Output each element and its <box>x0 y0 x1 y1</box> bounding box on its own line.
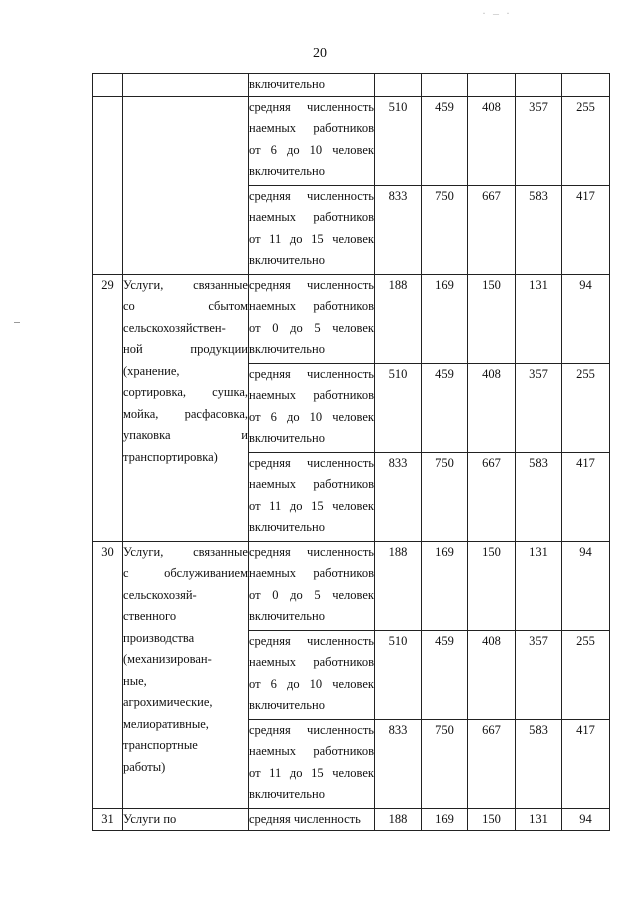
employee-band-text-line: от 0 до 5 человек <box>249 320 374 335</box>
value-cell: 583 <box>516 719 562 808</box>
value-cell: 583 <box>516 452 562 541</box>
value-cell: 417 <box>562 185 610 274</box>
service-type-cell <box>123 541 249 808</box>
value-cell <box>468 74 516 97</box>
employee-band-text-line: от 11 до 15 человек <box>249 498 374 513</box>
service-type-cell <box>123 808 249 831</box>
table-row <box>93 96 610 185</box>
value-cell <box>516 74 562 97</box>
value-cell: 750 <box>422 185 468 274</box>
employee-band-text-line: включительно <box>249 77 325 91</box>
employee-band-text-line: включительно <box>249 520 325 534</box>
employee-band-cell <box>249 74 375 97</box>
employee-band-cell <box>249 719 375 808</box>
value-cell: 255 <box>562 630 610 719</box>
value-cell: 94 <box>562 274 610 363</box>
employee-band-text-line: средняя численность <box>249 544 374 559</box>
value-cell <box>375 74 422 97</box>
value-cell: 169 <box>422 541 468 630</box>
value-cell: 417 <box>562 452 610 541</box>
table-row <box>93 74 610 97</box>
employee-band-text-line: включительно <box>249 253 325 267</box>
service-text-line: мойка, расфасовка, <box>123 406 248 421</box>
value-cell: 510 <box>375 363 422 452</box>
service-text-line: сортировка, сушка, <box>123 385 248 399</box>
employee-band-text-line: включительно <box>249 698 325 712</box>
service-text-line: ственного <box>123 609 177 623</box>
value-cell: 188 <box>375 808 422 831</box>
table-row <box>93 808 610 831</box>
service-text-line: транспортные <box>123 738 198 752</box>
employee-band-cell <box>249 452 375 541</box>
employee-band-cell <box>249 630 375 719</box>
employee-band-text-line: средняя численность <box>249 633 374 648</box>
value-cell: 255 <box>562 96 610 185</box>
table-row <box>93 541 610 630</box>
employee-band-text-line: средняя численность <box>249 455 374 470</box>
employee-band-text-line: от 0 до 5 человек <box>249 587 374 602</box>
employee-band-text-line: средняя численность <box>249 99 374 114</box>
employee-band-text-line: включительно <box>249 787 325 801</box>
value-cell: 833 <box>375 719 422 808</box>
value-cell: 750 <box>422 452 468 541</box>
employee-band-text-line: включительно <box>249 431 325 445</box>
service-text-line: работы) <box>123 759 166 774</box>
value-cell: 667 <box>468 719 516 808</box>
value-cell: 510 <box>375 96 422 185</box>
value-cell: 169 <box>422 808 468 831</box>
employee-band-cell <box>249 541 375 630</box>
employee-band-cell <box>249 808 375 831</box>
employee-band-text-line: наемных работников <box>249 566 374 580</box>
value-cell: 459 <box>422 363 468 452</box>
employee-band-text-line: наемных работников <box>249 121 374 135</box>
value-cell: 131 <box>516 808 562 831</box>
service-text-line: транспортировка) <box>123 449 218 464</box>
value-cell: 188 <box>375 541 422 630</box>
employee-band-cell <box>249 274 375 363</box>
value-cell: 459 <box>422 96 468 185</box>
scan-dot <box>14 322 20 323</box>
employee-band-text-line: средняя численность <box>249 366 374 381</box>
value-cell: 583 <box>516 185 562 274</box>
value-cell: 94 <box>562 541 610 630</box>
value-cell: 169 <box>422 274 468 363</box>
value-cell: 408 <box>468 630 516 719</box>
service-text-line: со сбытом <box>123 299 248 313</box>
service-text-line: Услуги по <box>123 811 177 826</box>
value-cell: 667 <box>468 185 516 274</box>
employee-band-text-line: наемных работников <box>249 477 374 491</box>
value-cell: 408 <box>468 363 516 452</box>
employee-band-text-line: средняя численность <box>249 277 374 292</box>
employee-band-text-line: наемных работников <box>249 744 374 758</box>
value-cell: 150 <box>468 808 516 831</box>
value-cell: 94 <box>562 808 610 831</box>
value-cell: 150 <box>468 541 516 630</box>
service-type-cell <box>123 96 249 274</box>
employee-band-cell <box>249 363 375 452</box>
value-cell <box>422 74 468 97</box>
service-text-line: производства <box>123 630 195 645</box>
service-text-line: (хранение, <box>123 363 180 378</box>
table-row <box>93 274 610 363</box>
table-body <box>93 74 610 831</box>
value-cell: 357 <box>516 96 562 185</box>
service-text-line: с обслуживанием <box>123 566 248 580</box>
row-number-cell: 31 <box>93 808 123 831</box>
employee-band-text-line: средняя численность <box>249 811 361 826</box>
row-number-cell: 30 <box>93 541 123 808</box>
employee-band-text-line: включительно <box>249 342 325 356</box>
value-cell: 510 <box>375 630 422 719</box>
page-number: 20 <box>313 46 327 61</box>
employee-band-text-line: от 11 до 15 человек <box>249 765 374 780</box>
service-text-line: ные, <box>123 673 147 688</box>
employee-band-cell <box>249 185 375 274</box>
employee-band-text-line: от 11 до 15 человек <box>249 231 374 246</box>
value-cell: 833 <box>375 185 422 274</box>
tariff-table <box>92 73 610 831</box>
value-cell: 357 <box>516 363 562 452</box>
value-cell: 750 <box>422 719 468 808</box>
service-text-line: мелиоративные, <box>123 716 209 731</box>
value-cell: 417 <box>562 719 610 808</box>
employee-band-text-line: наемных работников <box>249 388 374 402</box>
value-cell: 150 <box>468 274 516 363</box>
employee-band-text-line: наемных работников <box>249 210 374 224</box>
service-text-line: Услуги, связанные <box>123 544 248 559</box>
service-text-line: (механизирован- <box>123 652 212 666</box>
employee-band-text-line: от 6 до 10 человек <box>249 676 374 691</box>
value-cell: 667 <box>468 452 516 541</box>
employee-band-cell <box>249 96 375 185</box>
employee-band-text-line: включительно <box>249 609 325 623</box>
value-cell: 131 <box>516 541 562 630</box>
employee-band-text-line: от 6 до 10 человек <box>249 409 374 424</box>
employee-band-text-line: средняя численность <box>249 188 374 203</box>
service-text-line: упаковка и <box>123 428 248 442</box>
value-cell: 357 <box>516 630 562 719</box>
row-number-cell <box>93 96 123 274</box>
service-type-cell <box>123 74 249 97</box>
scan-artifact: · ‒ · <box>482 6 512 20</box>
value-cell <box>562 74 610 97</box>
row-number-cell: 29 <box>93 274 123 541</box>
employee-band-text-line: средняя численность <box>249 722 374 737</box>
value-cell: 833 <box>375 452 422 541</box>
value-cell: 188 <box>375 274 422 363</box>
employee-band-text-line: включительно <box>249 164 325 178</box>
value-cell: 131 <box>516 274 562 363</box>
service-text-line: ной продукции <box>123 342 248 356</box>
row-number-cell <box>93 74 123 97</box>
value-cell: 255 <box>562 363 610 452</box>
service-text-line: агрохимические, <box>123 695 213 709</box>
service-text-line: сельскохозяйствен- <box>123 320 226 335</box>
employee-band-text-line: наемных работников <box>249 299 374 313</box>
value-cell: 459 <box>422 630 468 719</box>
service-type-cell <box>123 274 249 541</box>
employee-band-text-line: от 6 до 10 человек <box>249 142 374 157</box>
value-cell: 408 <box>468 96 516 185</box>
employee-band-text-line: наемных работников <box>249 655 374 669</box>
service-text-line: сельскохозяй- <box>123 587 197 602</box>
service-text-line: Услуги, связанные <box>123 277 248 292</box>
